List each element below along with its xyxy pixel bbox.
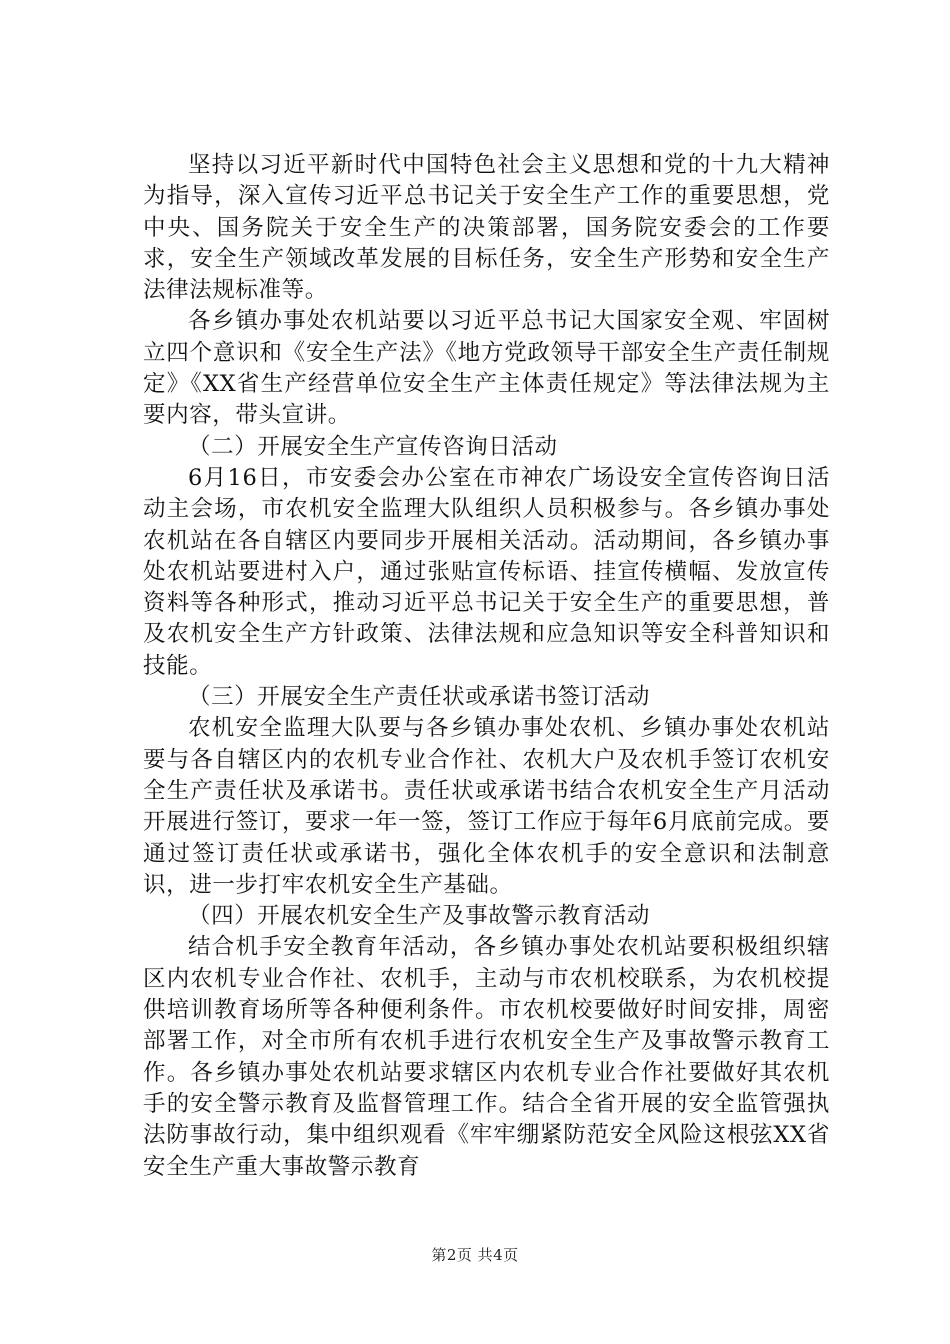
page-number-footer: 第2页 共4页 xyxy=(431,1246,519,1264)
paragraph-consultation-day: 6月16日，市安委会办公室在市神农广场设安全宣传咨询日活动主会场，市农机安全监理大队组织人员积极参与。各乡镇办事处农机站在各自辖区内要同步开展相关活动。活动期间，各乡镇办事处农机站要进村入户，通过张贴宣传标语、挂宣传横幅、发放宣传资料等各种形式，推动习近平总书记关于安全生产的重要思想，普及农机安全生产方针政策、法律法规和应急知识等安全科普知识和技能。 xyxy=(143,464,830,679)
paragraph-warning-education: 结合机手安全教育年活动，各乡镇办事处农机站要积极组织辖区内农机专业合作社、农机手，主动与市农机校联系，为农机校提供培训教育场所等各种便利条件。市农机校要做好时间安排，周密部署工作，对全市所有农机手进行农机安全生产及事故警示教育工作。各乡镇办事处农机站要求辖区内农机专业合作社要做好其农机手的安全警示教育及监督管理工作。结合全省开展的安全监管强执法防事故行动，集中组织观看《牢牢绷紧防范安全风险这根弦XX省安全生产重大事故警示教育 xyxy=(143,934,830,1180)
paragraph-township-stations: 各乡镇办事处农机站要以习近平总书记大国家安全观、牢固树立四个意识和《安全生产法》《地方党政领导干部安全生产责任制规定》《XX省生产经营单位安全生产主体责任规定》等法律法规为主要内容，带头宣讲。 xyxy=(143,308,830,429)
section-heading-consultation-day: （二）开展安全生产宣传咨询日活动 xyxy=(188,433,558,460)
section-heading-warning-education: （四）开展农机安全生产及事故警示教育活动 xyxy=(188,903,651,930)
paragraph-guiding-ideology: 坚持以习近平新时代中国特色社会主义思想和党的十九大精神为指导，深入宣传习近平总书记关于安全生产工作的重要思想，党中央、国务院关于安全生产的决策部署，国务院安委会的工作要求，安全生产领域改革发展的目标任务，安全生产形势和安全生产法律法规标准等。 xyxy=(143,152,830,304)
paragraph-responsibility-pledge: 农机安全监理大队要与各乡镇办事处农机、乡镇办事处农机站要与各自辖区内的农机专业合作社、农机大户及农机手签订农机安全生产责任状及承诺书。责任状或承诺书结合农机安全生产月活动开展进行签订，要求一年一签，签订工作应于每年6月底前完成。要通过签订责任状或承诺书，强化全体农机手的安全意识和法制意识，进一步打牢农机安全生产基础。 xyxy=(143,715,830,898)
document-body xyxy=(143,150,830,1183)
section-heading-responsibility-pledge: （三）开展安全生产责任状或承诺书签订活动 xyxy=(188,684,651,711)
